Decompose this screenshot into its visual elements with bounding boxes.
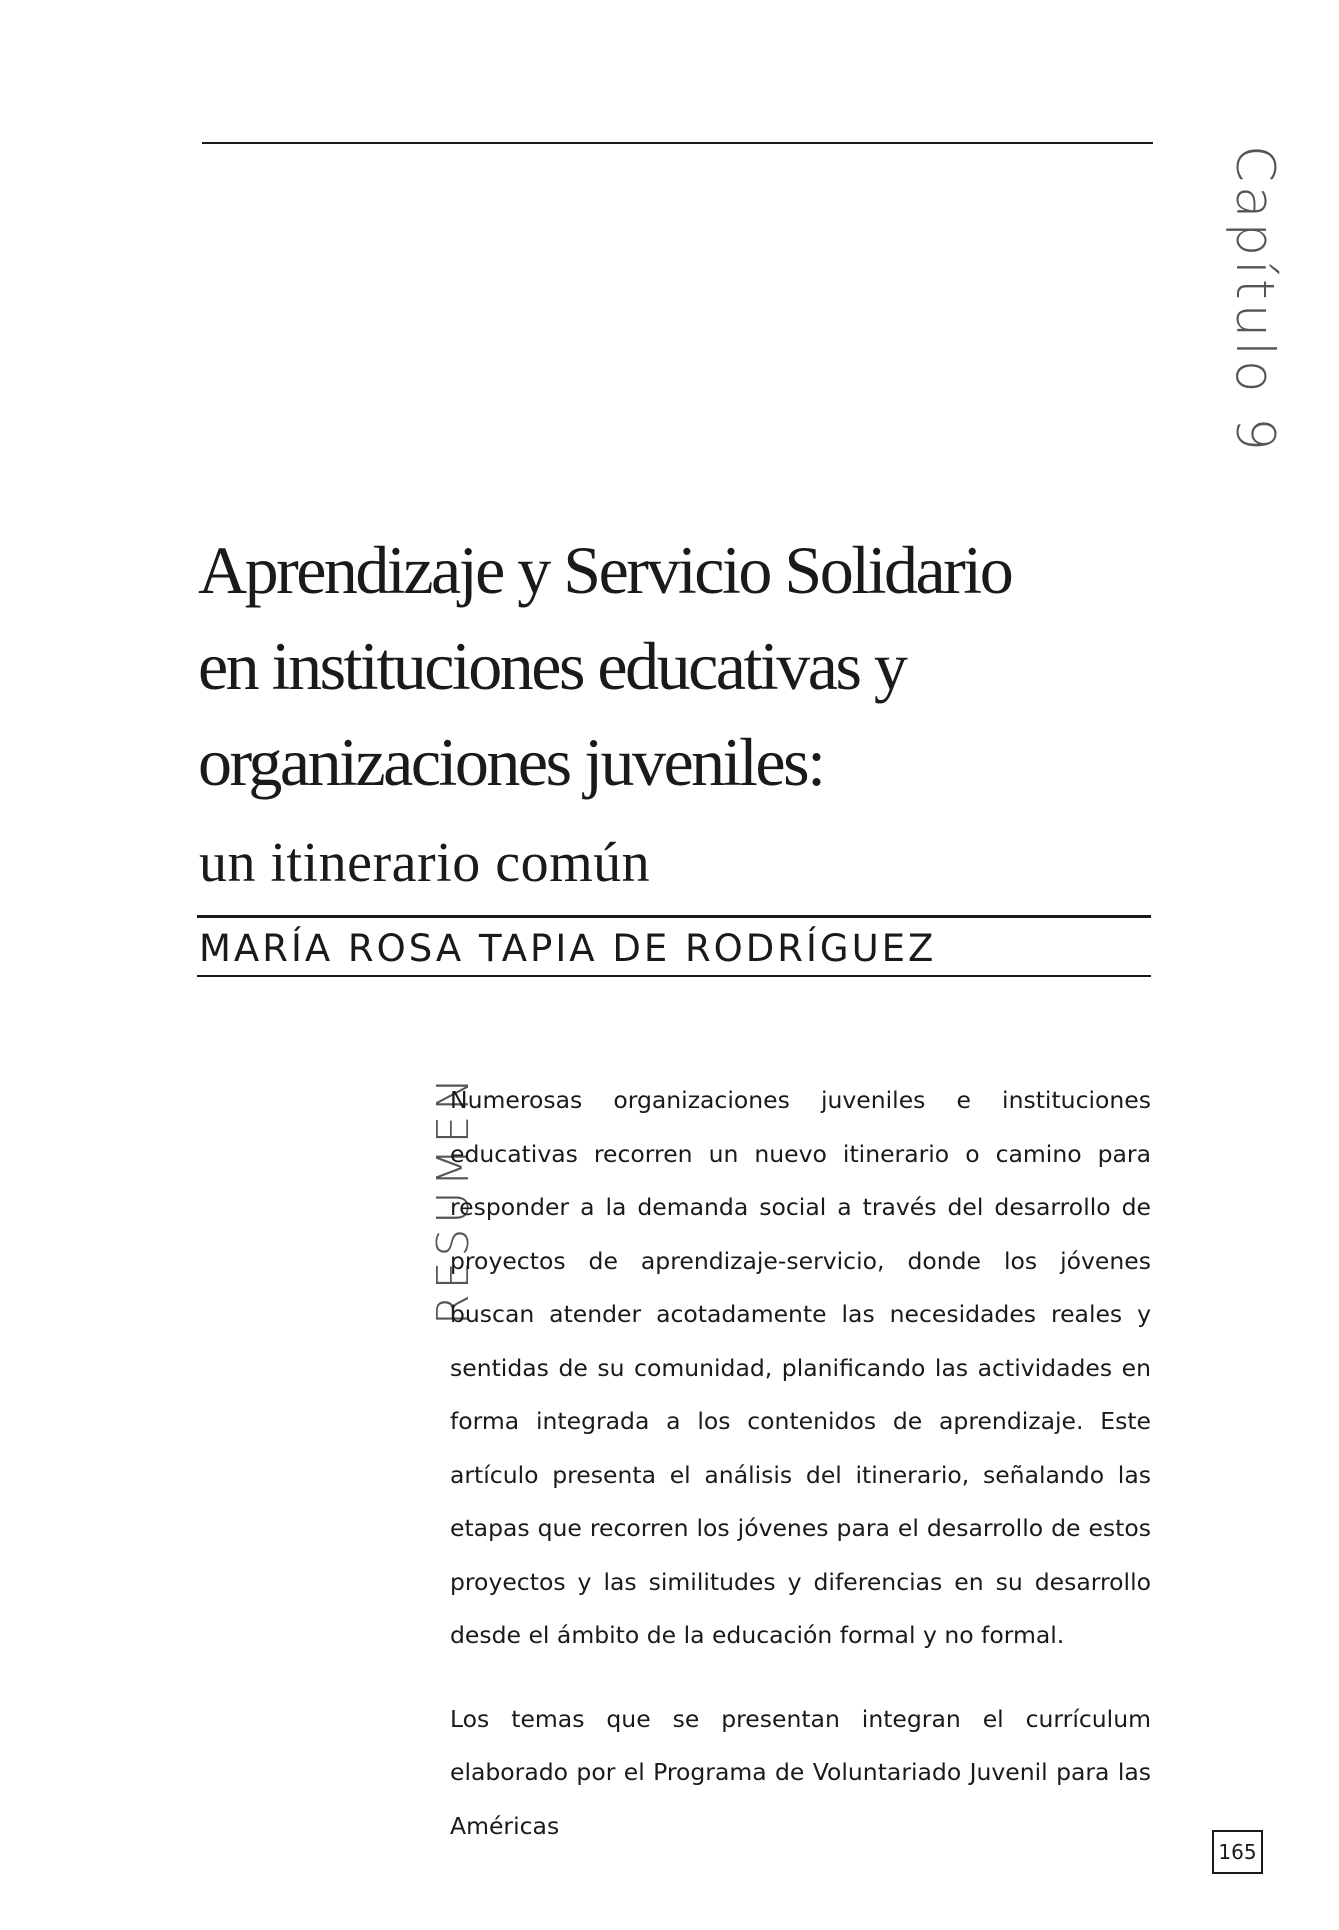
- section-label: RESUMEN: [428, 1072, 479, 1325]
- abstract-paragraph: Los temas que se presentan integran el currículum elaborado por el Programa de Voluntariado Juvenil para las Américas: [450, 1704, 1151, 1840]
- author-rule-top: [197, 915, 1151, 918]
- author-rule-bottom: [197, 975, 1151, 977]
- page-title: [198, 522, 1158, 810]
- title-line: en instituciones educativas y: [198, 628, 906, 704]
- abstract-paragraph: Numerosas organizaciones juveniles e instituciones educativas recorren un nuevo itinerario o camino para responder a la demanda social a través del desarrollo de proyectos de aprendizaje-servicio, donde los jóvenes buscan atender acotadamente las necesidades reales y sentidas de su comunidad, planificando las actividades en forma integrada a los contenidos de aprendizaje. Este artículo presenta el análisis del itinerario, señalando las etapas que recorren los jóvenes para el desarrollo de estos proyectos y las similitudes y diferencias en su desarrollo desde el ámbito de la educación formal y no formal.: [450, 1086, 1151, 1649]
- top-rule: [202, 142, 1153, 144]
- author-name: MARÍA ROSA TAPIA DE RODRÍGUEZ: [199, 927, 937, 970]
- title-line: organizaciones juveniles:: [198, 724, 824, 800]
- subtitle: un itinerario común: [199, 832, 651, 894]
- title-line: Aprendizaje y Servicio Solidario: [198, 532, 1012, 608]
- abstract-body: [450, 1074, 1151, 1853]
- page-number: 165: [1212, 1830, 1263, 1874]
- chapter-label: Capítulo 9: [1224, 145, 1285, 455]
